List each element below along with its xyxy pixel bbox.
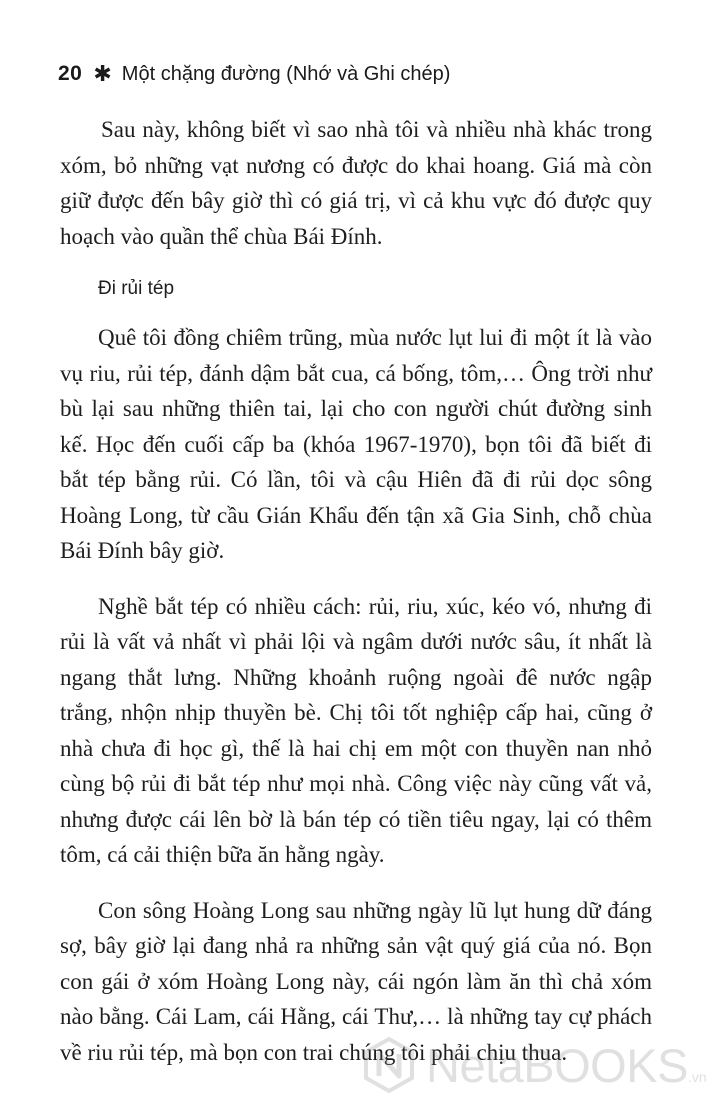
paragraph-4: Con sông Hoàng Long sau những ngày lũ lụt hung dữ đáng sợ, bây giờ lại đang nhả ra những sản vật quý giá của nó. Bọn con gái ở xóm Hoàng Long này, cái ngón làm ăn thì chả xóm nào bằng. Cái Lam, cái Hằng, cái Thư,… là những tay cự phách về riu rủi tép, mà bọn con trai chúng tôi phải chịu thua. (60, 897, 652, 1065)
watermark-brand: NetaBOOKS (426, 1038, 688, 1092)
asterisk-icon: ✱ (93, 61, 112, 86)
paragraph-1: Sau này, không biết vì sao nhà tôi và nhiều nhà khác trong xóm, bỏ những vạt nương có được do khai hoang. Giá mà còn giữ được đến bây giờ thì có giá trị, vì cả khu vực đó được quy hoạch vào quần thể chùa Bái Đính. (60, 117, 652, 249)
running-header (58, 56, 450, 92)
paragraph-2: Quê tôi đồng chiêm trũng, mùa nước lụt lui đi một ít là vào vụ riu, rủi tép, đánh dậm bắt cua, cá bống, tôm,… Ông trời như bù lại sau những thiên tai, lại cho con người chút đường sinh kế. Học đến cuối cấp ba (khóa 1967-1970), bọn tôi đã biết đi bắt tép bằng rủi. Có lần, tôi và cậu Hiên đã đi rủi dọc sông Hoàng Long, từ cầu Gián Khẩu đến tận xã Gia Sinh, chỗ chùa Bái Đính bây giờ. (60, 325, 652, 563)
page-body (60, 112, 652, 1090)
paragraph-3: Nghề bắt tép có nhiều cách: rủi, riu, xúc, kéo vó, nhưng đi rủi là vất vả nhất vì phải lội và ngâm dưới nước sâu, ít nhất là ngang thắt lưng. Những khoảnh ruộng ngoài đê nước ngập trắng, nhộn nhịp thuyền bè. Chị tôi tốt nghiệp cấp hai, cũng ở nhà chưa đi học gì, thế là hai chị em một con thuyền nan nhỏ cùng bộ rủi đi bắt tép như mọi nhà. Công việc này cũng vất vả, nhưng được cái lên bờ là bán tép có tiền tiêu ngay, lại có thêm tôm, cá cải thiện bữa ăn hằng ngày. (60, 593, 652, 867)
watermark (360, 1036, 707, 1094)
running-title: Một chặng đường (Nhớ và Ghi chép) (121, 62, 451, 85)
watermark-suffix: .vn (687, 1068, 707, 1085)
watermark-text (426, 1038, 707, 1093)
netabooks-logo-icon (360, 1036, 418, 1094)
page-number: 20 (58, 62, 83, 85)
section-subheading: Đi rủi tép (98, 278, 175, 299)
